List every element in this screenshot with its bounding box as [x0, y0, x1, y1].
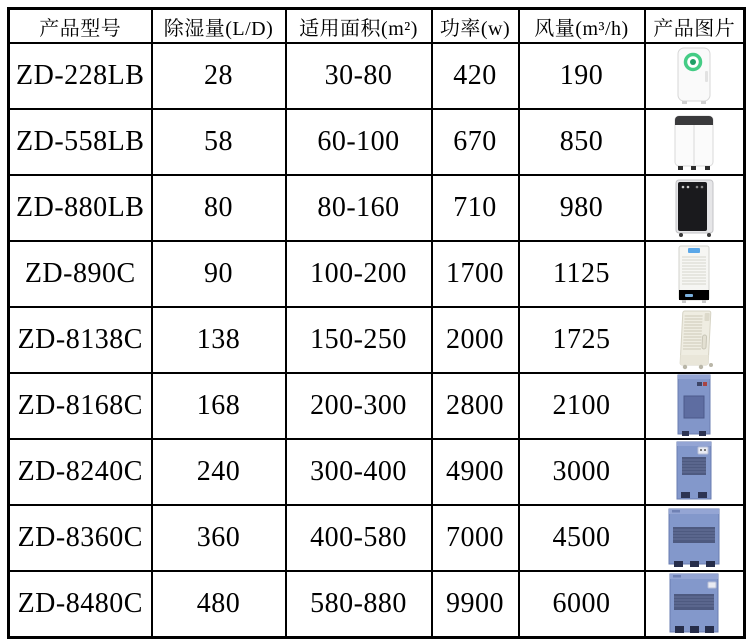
airflow-cell: 980: [519, 175, 645, 241]
image-cell: [645, 241, 745, 307]
model-cell: ZD-890C: [9, 241, 152, 307]
product-photo-cream-louvered: [671, 309, 717, 371]
image-cell: [645, 109, 745, 175]
power-cell: 7000: [432, 505, 519, 571]
power-cell: 9900: [432, 571, 519, 638]
image-cell: [645, 439, 745, 505]
area-cell: 100-200: [286, 241, 432, 307]
product-photo-blue-cabinet-grille: [673, 440, 715, 504]
power-cell: 2800: [432, 373, 519, 439]
table-row: [9, 505, 745, 571]
model-cell: ZD-880LB: [9, 175, 152, 241]
header-capacity: 除湿量(L/D): [152, 9, 286, 44]
capacity-cell: 360: [152, 505, 286, 571]
area-cell: 60-100: [286, 109, 432, 175]
table-row: [9, 373, 745, 439]
airflow-cell: 6000: [519, 571, 645, 638]
power-cell: 420: [432, 43, 519, 109]
area-cell: 150-250: [286, 307, 432, 373]
area-cell: 200-300: [286, 373, 432, 439]
capacity-cell: 80: [152, 175, 286, 241]
product-photo-compact-white-green-ring: [674, 47, 714, 105]
table-row: [9, 439, 745, 505]
product-photo-blue-cabinet-wide-grille-label: [666, 572, 722, 636]
product-photo-white-louvered-blue-display: [673, 244, 715, 304]
image-cell: [645, 373, 745, 439]
product-photo-white-dark-top: [672, 112, 716, 172]
product-photo-blue-cabinet-wide-grille: [666, 507, 722, 569]
power-cell: 670: [432, 109, 519, 175]
model-cell: ZD-558LB: [9, 109, 152, 175]
airflow-cell: 1125: [519, 241, 645, 307]
table-row: [9, 109, 745, 175]
product-photo-black-front-white-frame: [671, 178, 717, 238]
model-cell: ZD-8168C: [9, 373, 152, 439]
image-cell: [645, 43, 745, 109]
image-cell: [645, 571, 745, 638]
power-cell: 710: [432, 175, 519, 241]
power-cell: 4900: [432, 439, 519, 505]
table-row: [9, 43, 745, 109]
table-row: [9, 307, 745, 373]
header-image: 产品图片: [645, 9, 745, 44]
capacity-cell: 58: [152, 109, 286, 175]
capacity-cell: 90: [152, 241, 286, 307]
power-cell: 1700: [432, 241, 519, 307]
airflow-cell: 190: [519, 43, 645, 109]
area-cell: 80-160: [286, 175, 432, 241]
header-power: 功率(w): [432, 9, 519, 44]
product-spec-table: [7, 7, 746, 639]
airflow-cell: 1725: [519, 307, 645, 373]
image-cell: [645, 505, 745, 571]
model-cell: ZD-8480C: [9, 571, 152, 638]
header-airflow: 风量(m³/h): [519, 9, 645, 44]
model-cell: ZD-228LB: [9, 43, 152, 109]
capacity-cell: 28: [152, 43, 286, 109]
airflow-cell: 4500: [519, 505, 645, 571]
capacity-cell: 240: [152, 439, 286, 505]
area-cell: 580-880: [286, 571, 432, 638]
header-model: 产品型号: [9, 9, 152, 44]
image-cell: [645, 175, 745, 241]
airflow-cell: 850: [519, 109, 645, 175]
image-cell: [645, 307, 745, 373]
product-photo-blue-cabinet-recessed-panel: [675, 374, 713, 438]
power-cell: 2000: [432, 307, 519, 373]
table-row: [9, 175, 745, 241]
capacity-cell: 480: [152, 571, 286, 638]
airflow-cell: 2100: [519, 373, 645, 439]
model-cell: ZD-8360C: [9, 505, 152, 571]
airflow-cell: 3000: [519, 439, 645, 505]
table-row: [9, 571, 745, 638]
capacity-cell: 138: [152, 307, 286, 373]
area-cell: 30-80: [286, 43, 432, 109]
header-row: [9, 9, 745, 44]
header-area: 适用面积(m²): [286, 9, 432, 44]
model-cell: ZD-8138C: [9, 307, 152, 373]
capacity-cell: 168: [152, 373, 286, 439]
area-cell: 400-580: [286, 505, 432, 571]
area-cell: 300-400: [286, 439, 432, 505]
model-cell: ZD-8240C: [9, 439, 152, 505]
table-row: [9, 241, 745, 307]
